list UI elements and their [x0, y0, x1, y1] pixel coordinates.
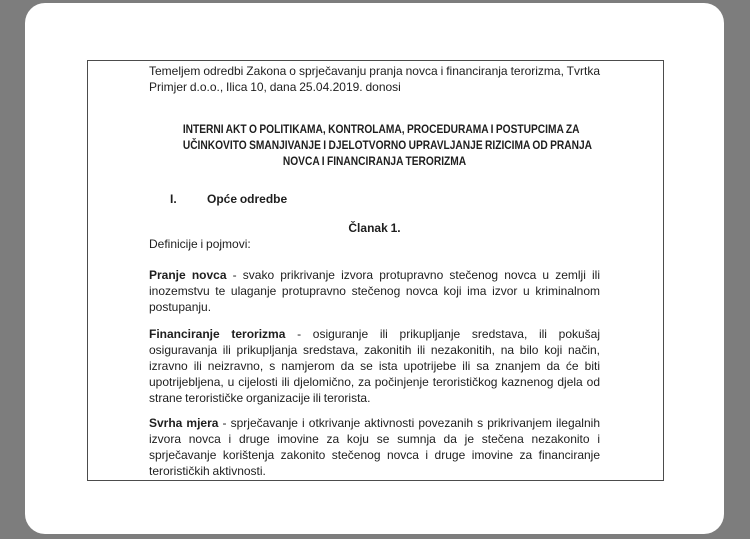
document-title-line-2: UČINKOVITO SMANJIVANJE I DJELOTVORNO UPRAVLJANJE RIZICIMA OD PRANJA	[182, 138, 593, 152]
section-title: Opće odredbe	[207, 192, 288, 206]
definition-paragraph-svrha-mjera	[149, 415, 600, 479]
definition-text: - svako prikrivanje izvora protupravno stečenog novca u zemlji ili inozemstvu te ulaganje protupravno stečenog novca koji ima izvor u kriminalnom postupanju.	[149, 268, 600, 314]
definition-term: Svrha mjera	[149, 416, 219, 430]
definition-paragraph-pranje-novca	[149, 267, 600, 315]
definition-text: - sprječavanje i otkrivanje aktivnosti povezanih s prikrivanjem ilegalnih izvora novca i druge imovine za koju se sumnja da je stečena nezakonito i sprječavanje korištenja zakonito stečenog novca i druge imovine za financiranje terorističkih aktivnosti.	[149, 416, 600, 478]
article-heading: Članak 1.	[348, 221, 401, 235]
document-title	[149, 121, 600, 169]
intro-paragraph: Temeljem odredbi Zakona o sprječavanju pranja novca i financiranja terorizma, Tvrtka Primjer d.o.o., Ilica 10, dana 25.04.2019. donosi	[149, 64, 600, 94]
definition-paragraph-financiranje-terorizma	[149, 326, 600, 406]
document-page	[87, 60, 664, 481]
document-title-line-1: INTERNI AKT O POLITIKAMA, KONTROLAMA, PROCEDURAMA I POSTUPCIMA ZA	[182, 122, 580, 136]
section-heading	[149, 191, 600, 207]
definition-term: Pranje novca	[149, 268, 227, 282]
definitions-label: Definicije i pojmovi:	[149, 237, 251, 251]
document-title-line-3: NOVCA I FINANCIRANJA TERORIZMA	[282, 154, 467, 168]
definition-text: - osiguranje ili prikupljanje sredstava, ili pokušaj osiguravanja ili prikupljanja sredstava, zakonitih ili nezakonitih, na bilo koji način, izravno ili neizravno, s namjerom da se ista upotrijebe ili sa znanjem da će biti upotrijebljena, u cijelosti ili djelomično, za počinjenje terorističkog kaznenog djela od strane terorističke organizacije ili terorista.	[149, 327, 601, 405]
document-canvas	[25, 3, 724, 534]
definition-term: Financiranje terorizma	[149, 327, 286, 341]
section-number: I.	[170, 192, 177, 206]
